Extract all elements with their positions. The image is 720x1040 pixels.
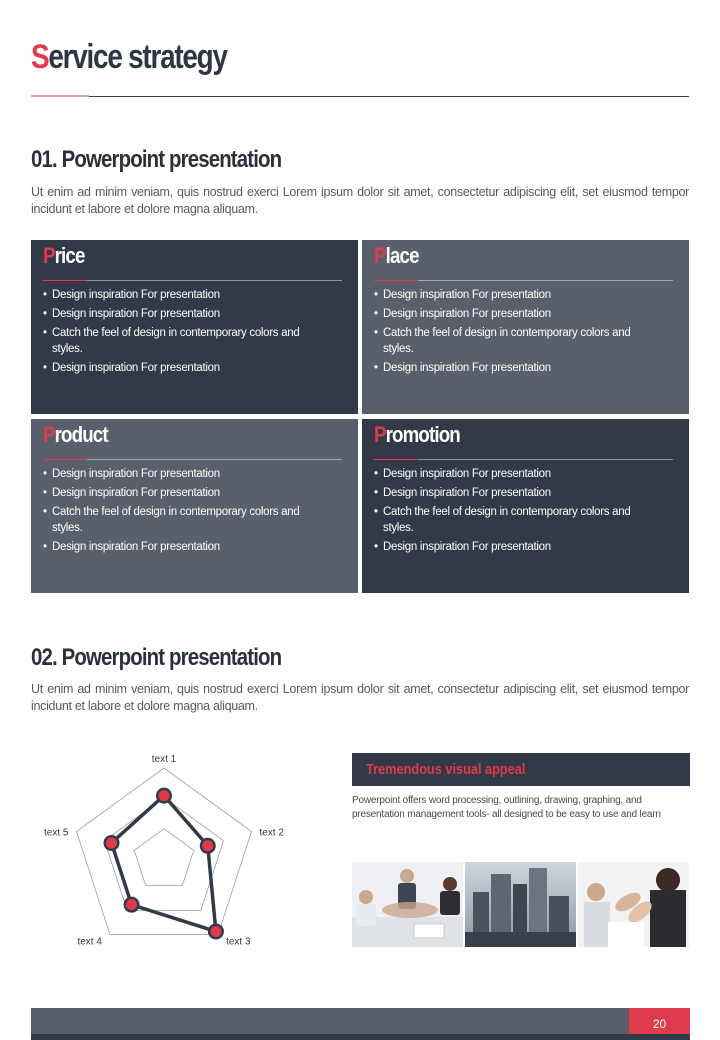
list-item: • Design inspiration For presentation [374,485,634,501]
card-divider-accent [374,459,418,460]
card-divider [43,459,342,460]
page-title-initial: S [31,38,49,76]
section-1-body: Ut enim ad minim veniam, quis nostrud exerci Lorem ipsum dolor sit amet, consectetur adipiscing elit, set eiusmod tempor incidunt et labore et dolore magna aliquam. [31,185,689,216]
card-place [362,240,689,414]
business-team-photo [352,862,463,947]
radar-grid-ring [105,797,224,910]
radar-point [106,837,117,848]
radar-axis-label: text 2 [259,827,284,839]
card-divider-accent [43,280,87,281]
page-number: 20 [629,1008,690,1040]
radar-chart [30,738,300,953]
section-2-heading: 02. Powerpoint presentation [31,644,282,671]
card-title-initial: P [374,422,386,447]
list-item: • Design inspiration For presentation [374,539,634,555]
list-item: • Design inspiration For presentation [374,287,634,303]
card-promotion [362,419,689,593]
card-divider [43,280,342,281]
page-title [31,38,227,77]
card-bullet-list [374,466,634,558]
list-item: • Design inspiration For presentation [43,485,303,501]
list-item: • Catch the feel of design in contemporary colors and styles. [43,504,303,536]
card-divider-accent [43,459,87,460]
list-item: • Design inspiration For presentation [374,466,634,482]
title-divider [31,96,689,97]
radar-series [104,788,224,940]
card-title-rest: lace [385,243,419,268]
card-divider [374,459,673,460]
list-item: • Design inspiration For presentation [374,306,634,322]
card-title-initial: P [43,243,55,268]
card-title-initial: P [374,243,386,268]
city-skyscrapers-photo [465,862,576,947]
radar-axis-label: text 1 [151,754,177,765]
radar-point [210,926,221,937]
title-divider-accent [31,95,89,97]
card-title [374,243,419,269]
appeal-description: Powerpoint offers word processing, outlining, drawing, graphing, and presentation management tools- all designed to be easy to use and learn [352,795,661,820]
card-bullet-list [43,466,303,558]
card-bullet-list [374,287,634,379]
card-divider-accent [374,280,418,281]
radar-point [202,840,213,851]
list-item: • Design inspiration For presentation [43,287,303,303]
list-item: • Design inspiration For presentation [43,360,303,376]
card-title [43,243,85,269]
list-item: • Catch the feel of design in contemporary colors and styles. [43,325,303,357]
radar-point [159,790,170,801]
card-price [31,240,358,414]
card-title-rest: rice [54,243,85,268]
page-title-rest: ervice strategy [48,38,227,76]
radar-axis-label: text 4 [77,936,102,948]
radar-axis-labels [44,754,284,947]
card-product [31,419,358,593]
radar-point [126,899,137,910]
list-item: • Design inspiration For presentation [43,539,303,555]
appeal-title: Tremendous visual appeal [366,761,526,778]
list-item: • Design inspiration For presentation [43,466,303,482]
section-2-body: Ut enim ad minim veniam, quis nostrud exerci Lorem ipsum dolor sit amet, consectetur adipiscing elit, set eiusmod tempor incidunt et labore et dolore magna aliquam. [31,682,689,713]
card-title-rest: romotion [385,422,460,447]
radar-axis-label: text 3 [226,936,251,948]
appeal-header-bar [352,753,690,786]
applauding-people-photo [578,862,689,947]
radar-axis-label: text 5 [44,827,69,839]
card-bullet-list [43,287,303,379]
list-item: • Catch the feel of design in contemporary colors and styles. [374,504,634,536]
list-item: • Design inspiration For presentation [43,306,303,322]
card-title-rest: roduct [54,422,108,447]
footer-base-line [31,1034,690,1040]
section-1-heading: 01. Powerpoint presentation [31,146,282,173]
card-divider [374,280,673,281]
card-title [43,422,108,448]
card-title-initial: P [43,422,55,447]
card-title [374,422,460,448]
list-item: • Catch the feel of design in contemporary colors and styles. [374,325,634,357]
list-item: • Design inspiration For presentation [374,360,634,376]
radar-grid-ring [134,829,193,886]
